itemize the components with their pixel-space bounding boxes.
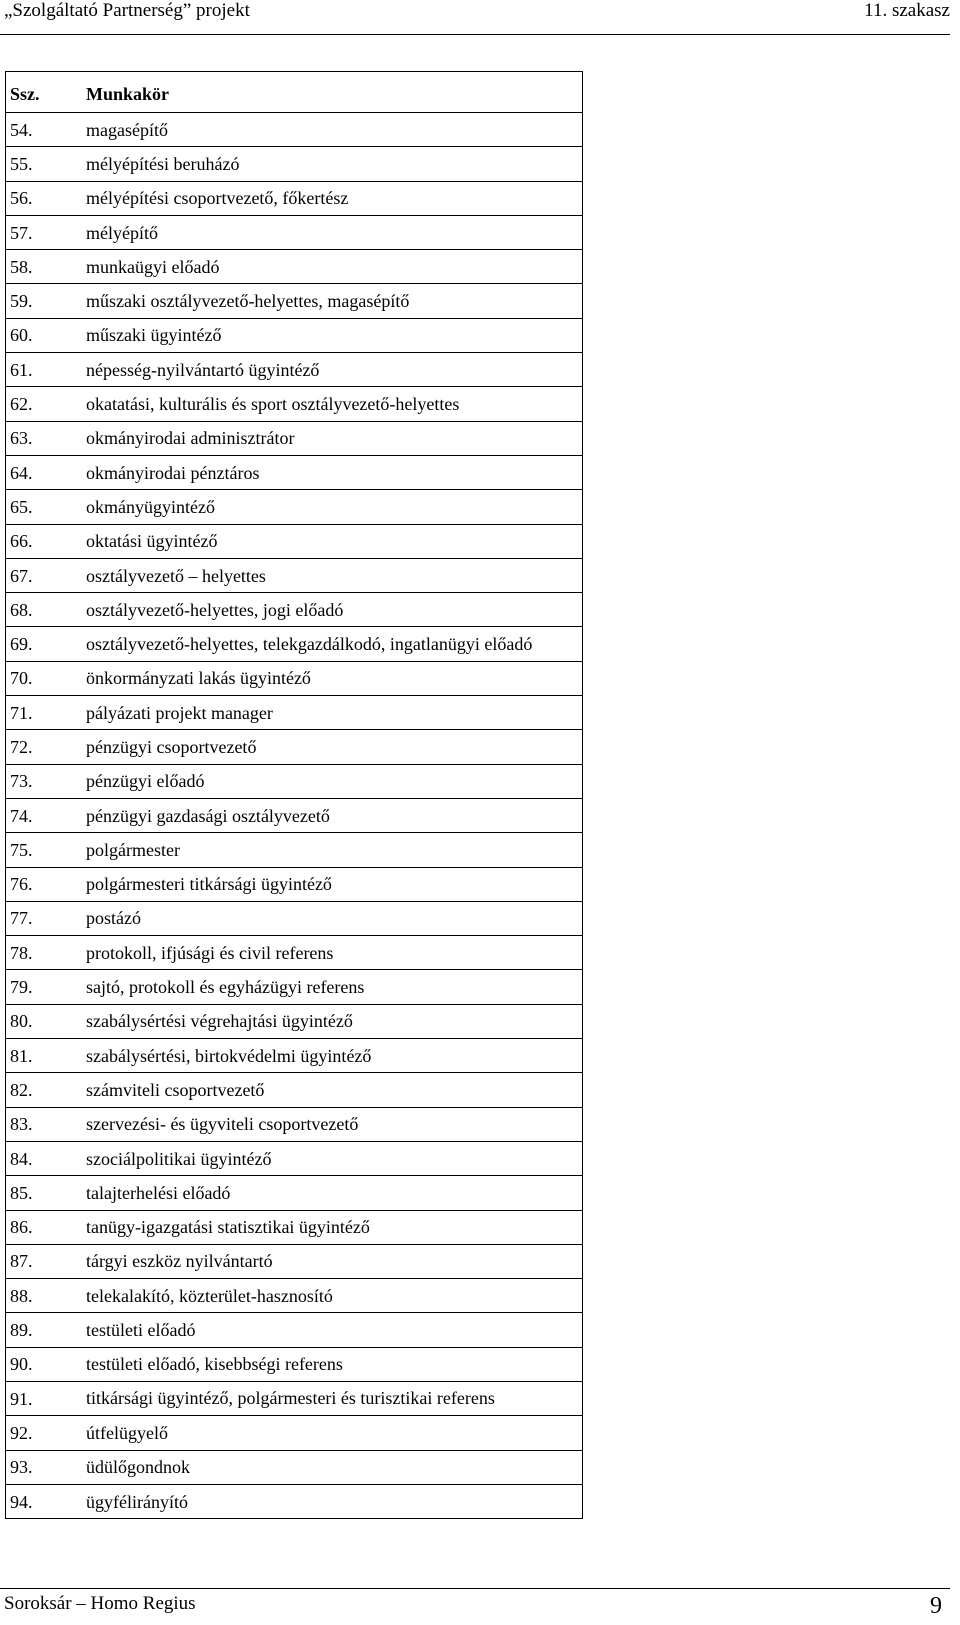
row-job-title: önkormányzati lakás ügyintéző <box>82 661 583 695</box>
table-row <box>6 1381 583 1415</box>
row-number: 78. <box>6 936 83 970</box>
row-number: 70. <box>6 661 83 695</box>
row-job-title: számviteli csoportvezető <box>82 1073 583 1107</box>
row-job-title: osztályvezető-helyettes, telekgazdálkodó, ingatlanügyi előadó <box>82 627 583 661</box>
row-job-title: okmányügyintéző <box>82 490 583 524</box>
row-job-title: testületi előadó, kisebbségi referens <box>82 1347 583 1381</box>
row-job-title: népesség-nyilvántartó ügyintéző <box>82 353 583 387</box>
row-job-title: pénzügyi csoportvezető <box>82 730 583 764</box>
row-job-title: okmányirodai adminisztrátor <box>82 421 583 455</box>
table-row <box>6 867 583 901</box>
row-job-title: műszaki ügyintéző <box>82 318 583 352</box>
table-row <box>6 558 583 592</box>
row-number: 63. <box>6 421 83 455</box>
row-number: 73. <box>6 764 83 798</box>
row-number: 72. <box>6 730 83 764</box>
row-job-title: üdülőgondnok <box>82 1450 583 1484</box>
row-job-title: osztályvezető – helyettes <box>82 558 583 592</box>
row-job-title: polgármesteri titkársági ügyintéző <box>82 867 583 901</box>
row-number: 81. <box>6 1039 83 1073</box>
row-number: 56. <box>6 181 83 215</box>
row-job-title: okmányirodai pénztáros <box>82 455 583 489</box>
table-row <box>6 113 583 147</box>
table-row <box>6 490 583 524</box>
row-job-title: tanügy-igazgatási statisztikai ügyintéző <box>82 1210 583 1244</box>
column-header-job: Munkakör <box>82 72 583 113</box>
table-row <box>6 1313 583 1347</box>
row-job-title: osztályvezető-helyettes, jogi előadó <box>82 593 583 627</box>
row-number: 87. <box>6 1244 83 1278</box>
table-row <box>6 1416 583 1450</box>
row-number: 86. <box>6 1210 83 1244</box>
row-number: 83. <box>6 1107 83 1141</box>
table-row <box>6 421 583 455</box>
table-row <box>6 524 583 558</box>
section-label: 11. szakasz <box>864 0 950 21</box>
row-job-title: mélyépítési csoportvezető, főkertész <box>82 181 583 215</box>
row-job-title: szabálysértési végrehajtási ügyintéző <box>82 1004 583 1038</box>
table-row <box>6 798 583 832</box>
table-row <box>6 661 583 695</box>
row-number: 57. <box>6 215 83 249</box>
row-job-title: szociálpolitikai ügyintéző <box>82 1141 583 1175</box>
page-footer <box>0 1588 950 1625</box>
table-row <box>6 1004 583 1038</box>
row-number: 93. <box>6 1450 83 1484</box>
row-job-title: tárgyi eszköz nyilvántartó <box>82 1244 583 1278</box>
table-row <box>6 455 583 489</box>
row-number: 76. <box>6 867 83 901</box>
table-row <box>6 147 583 181</box>
table-row <box>6 318 583 352</box>
row-job-title: szabálysértési, birtokvédelmi ügyintéző <box>82 1039 583 1073</box>
table-row <box>6 1073 583 1107</box>
table-row <box>6 970 583 1004</box>
row-number: 92. <box>6 1416 83 1450</box>
row-number: 64. <box>6 455 83 489</box>
table-row <box>6 1039 583 1073</box>
row-job-title: oktatási ügyintéző <box>82 524 583 558</box>
row-number: 94. <box>6 1484 83 1518</box>
table-row <box>6 181 583 215</box>
row-job-title: polgármester <box>82 833 583 867</box>
row-number: 90. <box>6 1347 83 1381</box>
row-number: 74. <box>6 798 83 832</box>
row-job-title: munkaügyi előadó <box>82 250 583 284</box>
row-number: 91. <box>6 1381 83 1415</box>
table-row <box>6 1347 583 1381</box>
row-number: 66. <box>6 524 83 558</box>
table-row <box>6 387 583 421</box>
row-number: 61. <box>6 353 83 387</box>
table-row <box>6 1176 583 1210</box>
table-header-row <box>6 72 583 113</box>
table-row <box>6 1107 583 1141</box>
row-job-title: ügyfélirányító <box>82 1484 583 1518</box>
row-job-title: pénzügyi gazdasági osztályvezető <box>82 798 583 832</box>
row-job-title: pénzügyi előadó <box>82 764 583 798</box>
row-number: 59. <box>6 284 83 318</box>
footer-text: Soroksár – Homo Regius <box>4 1593 196 1614</box>
row-job-title: magasépítő <box>82 113 583 147</box>
row-number: 82. <box>6 1073 83 1107</box>
table-row <box>6 627 583 661</box>
table-row <box>6 215 583 249</box>
table-row <box>6 901 583 935</box>
table-row <box>6 1244 583 1278</box>
table-row <box>6 730 583 764</box>
row-number: 84. <box>6 1141 83 1175</box>
row-number: 77. <box>6 901 83 935</box>
row-job-title: telekalakító, közterület-hasznosító <box>82 1279 583 1313</box>
table-row <box>6 593 583 627</box>
row-number: 55. <box>6 147 83 181</box>
row-job-title: szervezési- és ügyviteli csoportvezető <box>82 1107 583 1141</box>
row-number: 75. <box>6 833 83 867</box>
row-job-title: mélyépítő <box>82 215 583 249</box>
table-row <box>6 353 583 387</box>
row-number: 65. <box>6 490 83 524</box>
table-row <box>6 696 583 730</box>
table-row <box>6 1279 583 1313</box>
table-row <box>6 1141 583 1175</box>
row-job-title: okatatási, kulturális és sport osztályvezető-helyettes <box>82 387 583 421</box>
row-job-title: pályázati projekt manager <box>82 696 583 730</box>
page-number: 9 <box>930 1593 942 1619</box>
row-number: 80. <box>6 1004 83 1038</box>
table-row <box>6 1210 583 1244</box>
table-row <box>6 284 583 318</box>
row-number: 69. <box>6 627 83 661</box>
column-header-number: Ssz. <box>6 72 83 113</box>
row-number: 89. <box>6 1313 83 1347</box>
row-number: 88. <box>6 1279 83 1313</box>
row-number: 60. <box>6 318 83 352</box>
job-table <box>5 71 583 1519</box>
table-body <box>6 113 583 1519</box>
table-row <box>6 1484 583 1518</box>
row-job-title: postázó <box>82 901 583 935</box>
table-row <box>6 250 583 284</box>
row-number: 85. <box>6 1176 83 1210</box>
row-job-title: útfelügyelő <box>82 1416 583 1450</box>
row-number: 62. <box>6 387 83 421</box>
row-job-title: sajtó, protokoll és egyházügyi referens <box>82 970 583 1004</box>
table-row <box>6 764 583 798</box>
row-number: 54. <box>6 113 83 147</box>
row-job-title: titkársági ügyintéző, polgármesteri és turisztikai referens <box>82 1381 583 1415</box>
row-job-title: testületi előadó <box>82 1313 583 1347</box>
page-header <box>0 0 950 35</box>
row-number: 79. <box>6 970 83 1004</box>
project-title: „Szolgáltató Partnerség” projekt <box>4 0 250 21</box>
row-number: 71. <box>6 696 83 730</box>
row-job-title: talajterhelési előadó <box>82 1176 583 1210</box>
row-job-title: műszaki osztályvezető-helyettes, magasépítő <box>82 284 583 318</box>
table-row <box>6 936 583 970</box>
table-row <box>6 833 583 867</box>
row-number: 68. <box>6 593 83 627</box>
row-number: 67. <box>6 558 83 592</box>
row-job-title: mélyépítési beruházó <box>82 147 583 181</box>
row-job-title: protokoll, ifjúsági és civil referens <box>82 936 583 970</box>
table-row <box>6 1450 583 1484</box>
row-number: 58. <box>6 250 83 284</box>
